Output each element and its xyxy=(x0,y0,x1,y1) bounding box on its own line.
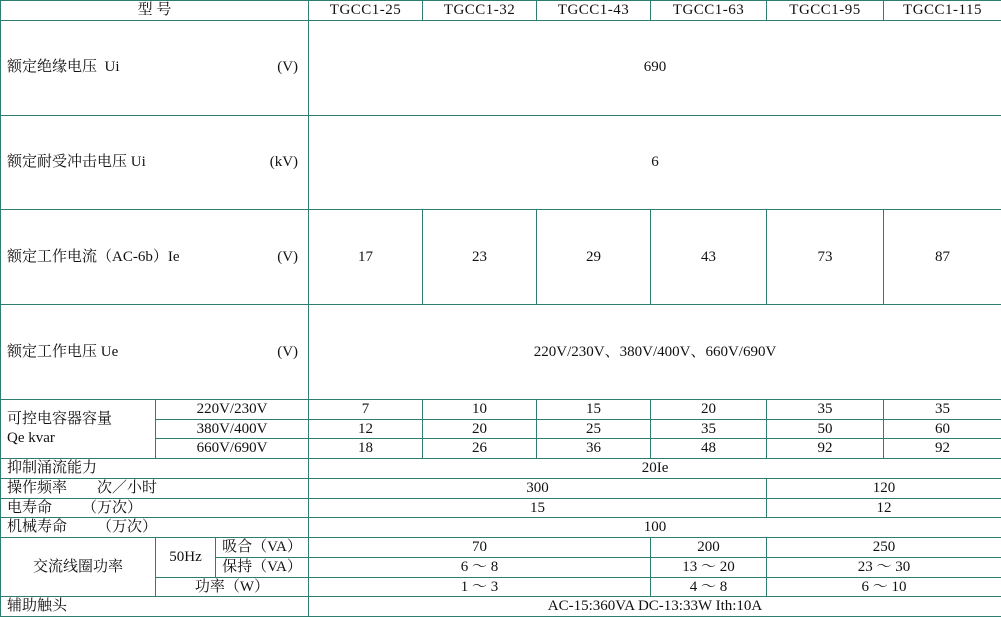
capacitor-1-value-3: 35 xyxy=(651,419,767,439)
label-text: 额定工作电压 Ue xyxy=(7,343,118,362)
capacitor-sublabel-2: 660V/690V xyxy=(156,439,309,459)
label-text: 额定绝缘电压 Ui xyxy=(7,58,120,77)
value-current-5: 87 xyxy=(884,210,1001,305)
value-operating-frequency-left: 300 xyxy=(309,478,767,498)
table-row xyxy=(1,115,1001,210)
coil-pickup-group-0: 70 xyxy=(309,538,651,558)
table-row xyxy=(1,538,1001,558)
capacitor-1-value-4: 50 xyxy=(767,419,884,439)
value-current-1: 23 xyxy=(423,210,537,305)
value-mechanical-life: 100 xyxy=(309,518,1001,538)
capacitor-label-line2: Qe kvar xyxy=(7,429,149,448)
capacitor-1-value-5: 60 xyxy=(884,419,1001,439)
table-row xyxy=(1,399,1001,419)
value-current-0: 17 xyxy=(309,210,423,305)
value-operating-frequency-right: 120 xyxy=(767,478,1001,498)
value-operating-voltage: 220V/230V、380V/400V、660V/690V xyxy=(309,305,1001,400)
capacitor-2-value-5: 92 xyxy=(884,439,1001,459)
coil-pickup-group-2: 250 xyxy=(767,538,1001,558)
row-label-mechanical-life: 机械寿命 （万次） xyxy=(1,518,309,538)
capacitor-0-value-1: 10 xyxy=(423,399,537,419)
header-model-1: TGCC1-32 xyxy=(423,1,537,21)
coil-sublabel-hold: 保持（VA） xyxy=(216,557,309,577)
capacitor-0-value-3: 20 xyxy=(651,399,767,419)
coil-sublabel-power: 功率（W） xyxy=(156,577,309,597)
coil-pickup-group-1: 200 xyxy=(651,538,767,558)
capacitor-2-value-3: 48 xyxy=(651,439,767,459)
capacitor-1-value-2: 25 xyxy=(537,419,651,439)
capacitor-0-value-2: 15 xyxy=(537,399,651,419)
header-model-2: TGCC1-43 xyxy=(537,1,651,21)
value-current-3: 43 xyxy=(651,210,767,305)
label-unit: (V) xyxy=(277,58,302,77)
value-auxiliary-contacts: AC-15:360VA DC-13:33W Ith:10A xyxy=(309,597,1001,617)
coil-power-group-0: 1 ～ 3 xyxy=(309,577,651,597)
capacitor-0-value-5: 35 xyxy=(884,399,1001,419)
table-row xyxy=(1,518,1001,538)
value-current-2: 29 xyxy=(537,210,651,305)
coil-power-group-2: 6 ～ 10 xyxy=(767,577,1001,597)
capacitor-2-value-0: 18 xyxy=(309,439,423,459)
table-row xyxy=(1,459,1001,479)
row-label-operating-current xyxy=(1,210,309,305)
capacitor-0-value-0: 7 xyxy=(309,399,423,419)
value-electrical-life-left: 15 xyxy=(309,498,767,518)
row-label-inrush-suppression: 抑制涌流能力 xyxy=(1,459,309,479)
value-current-4: 73 xyxy=(767,210,884,305)
coil-hold-group-1: 13 ～ 20 xyxy=(651,557,767,577)
table-row xyxy=(1,498,1001,518)
capacitor-0-value-4: 35 xyxy=(767,399,884,419)
table-row xyxy=(1,478,1001,498)
coil-frequency-label: 50Hz xyxy=(156,538,216,578)
row-label-operating-frequency: 操作频率 次／小时 xyxy=(1,478,309,498)
capacitor-1-value-0: 12 xyxy=(309,419,423,439)
row-label-capacitor-capacity xyxy=(1,399,156,458)
row-label-insulation-voltage xyxy=(1,20,309,115)
coil-power-group-1: 4 ～ 8 xyxy=(651,577,767,597)
value-electrical-life-right: 12 xyxy=(767,498,1001,518)
header-model-5: TGCC1-115 xyxy=(884,1,1001,21)
header-model-title: 型 号 xyxy=(1,1,309,21)
table-row xyxy=(1,210,1001,305)
capacitor-sublabel-1: 380V/400V xyxy=(156,419,309,439)
header-model-3: TGCC1-63 xyxy=(651,1,767,21)
capacitor-sublabel-0: 220V/230V xyxy=(156,399,309,419)
capacitor-2-value-2: 36 xyxy=(537,439,651,459)
capacitor-2-value-1: 26 xyxy=(423,439,537,459)
table-row xyxy=(1,20,1001,115)
label-text: 额定耐受冲击电压 Ui xyxy=(7,153,146,172)
coil-hold-group-0: 6 ～ 8 xyxy=(309,557,651,577)
label-unit: (kV) xyxy=(270,153,302,172)
header-model-4: TGCC1-95 xyxy=(767,1,884,21)
value-inrush-suppression: 20Ie xyxy=(309,459,1001,479)
label-unit: (V) xyxy=(277,248,302,267)
table-row xyxy=(1,305,1001,400)
row-label-auxiliary-contacts: 辅助触头 xyxy=(1,597,309,617)
row-label-coil-power: 交流线圈功率 xyxy=(1,538,156,597)
row-label-impulse-voltage xyxy=(1,115,309,210)
value-insulation-voltage: 690 xyxy=(309,20,1001,115)
header-model-0: TGCC1-25 xyxy=(309,1,423,21)
table-row xyxy=(1,597,1001,617)
row-label-operating-voltage xyxy=(1,305,309,400)
capacitor-1-value-1: 20 xyxy=(423,419,537,439)
coil-hold-group-2: 23 ～ 30 xyxy=(767,557,1001,577)
coil-sublabel-pickup: 吸合（VA） xyxy=(216,538,309,558)
capacitor-label-line1: 可控电容器容量 xyxy=(7,410,149,429)
row-label-electrical-life: 电寿命 （万次） xyxy=(1,498,309,518)
capacitor-2-value-4: 92 xyxy=(767,439,884,459)
value-impulse-voltage: 6 xyxy=(309,115,1001,210)
label-unit: (V) xyxy=(277,343,302,362)
label-text: 额定工作电流（AC-6b）Ie xyxy=(7,248,180,267)
table-header-row xyxy=(1,1,1001,21)
